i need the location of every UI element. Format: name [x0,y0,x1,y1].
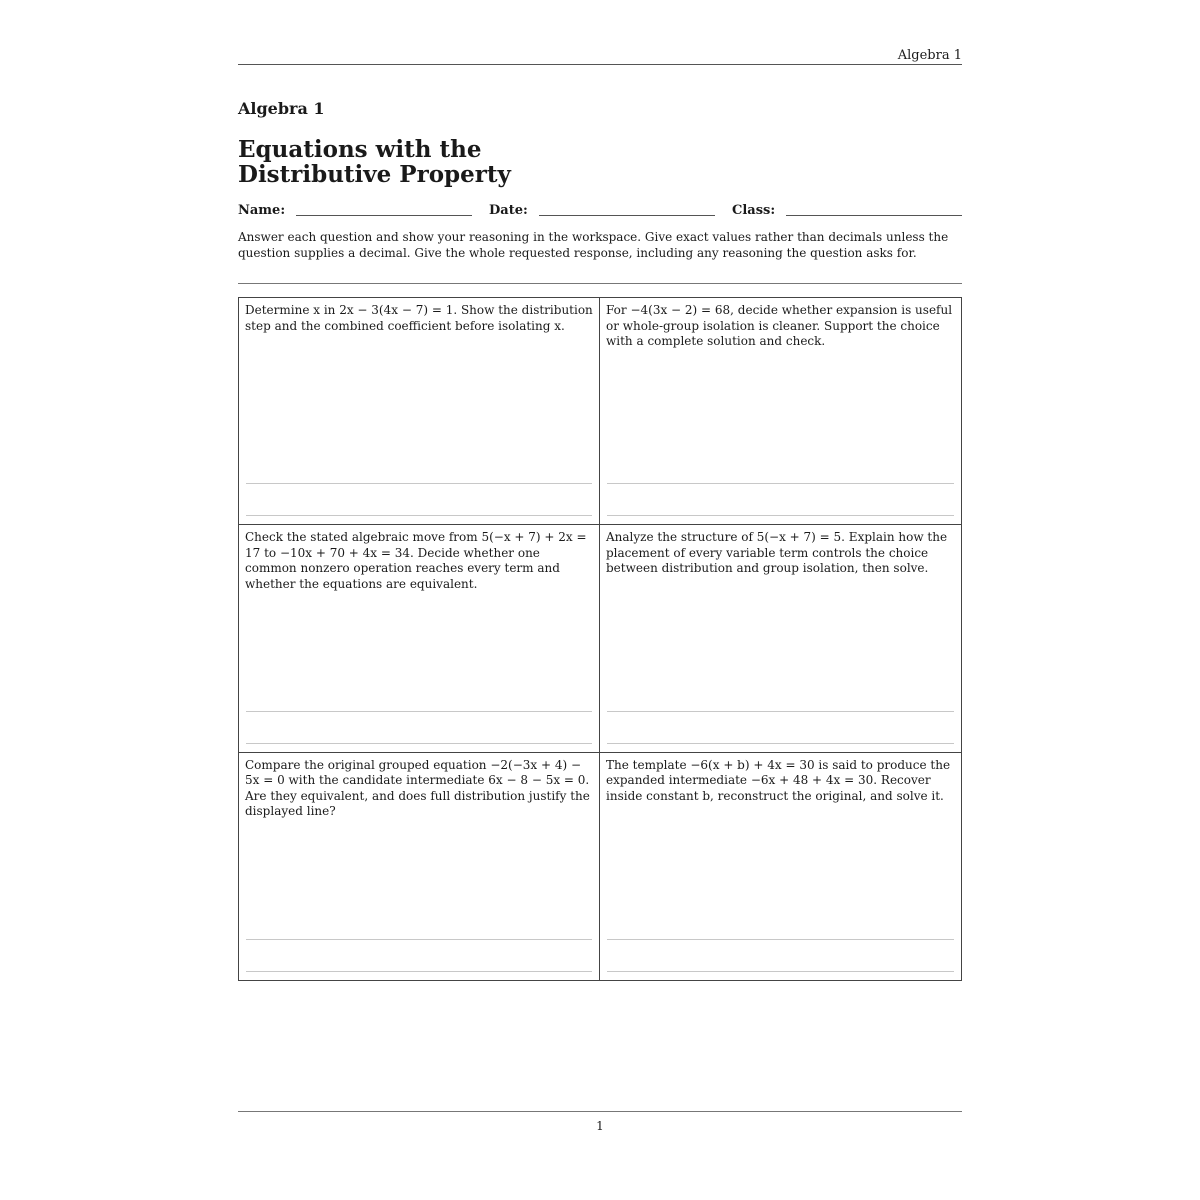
class-field[interactable] [786,215,962,216]
answer-line[interactable] [246,743,592,744]
question-cell [239,525,600,752]
answer-line[interactable] [607,483,954,484]
worksheet-title [238,137,511,187]
answer-line[interactable] [246,711,592,712]
answer-line[interactable] [607,711,954,712]
date-field[interactable] [539,215,715,216]
footer-divider [238,1111,962,1112]
class-label: Class: [732,203,776,218]
question-cell [600,525,961,752]
section-divider [238,283,962,284]
title-line-2: Distributive Property [238,161,511,188]
worksheet-page [238,0,962,1200]
question-text: Determine x in 2x − 3(4x − 7) = 1. Show the distribution step and the combined coefficient before isolating x. [245,303,593,333]
question-text: Analyze the structure of 5(−x + 7) = 5. Explain how the placement of every variable term controls the choice between distribution and group isolation, then solve. [606,530,948,576]
question-cell [600,753,961,980]
question-text: The template −6(x + b) + 4x = 30 is said to produce the expanded intermediate −6x + 48 + 4x = 30. Recover inside constant b, reconstruct the original, and solve it. [606,757,951,803]
question-grid [238,297,962,981]
title-line-1: Equations with the [238,136,482,163]
answer-line[interactable] [607,515,954,516]
running-header: Algebra 1 [897,48,962,63]
question-cell [239,298,600,525]
name-field[interactable] [296,215,472,216]
question-cell [239,753,600,980]
answer-line[interactable] [246,939,592,940]
question-cell [600,298,961,525]
page-number: 1 [596,1119,604,1133]
answer-line[interactable] [246,971,592,972]
answer-line[interactable] [246,515,592,516]
answer-line[interactable] [607,743,954,744]
course-label: Algebra 1 [238,99,325,118]
date-label: Date: [489,203,528,218]
header-divider [238,64,962,65]
question-text: Check the stated algebraic move from 5(−x + 7) + 2x = 17 to −10x + 70 + 4x = 34. Decide whether one common nonzero operation reaches every term and whether the equations are equivalent. [245,530,587,591]
question-text: Compare the original grouped equation −2(−3x + 4) − 5x = 0 with the candidate intermediate 6x − 8 − 5x = 0. Are they equivalent, and does full distribution justify the displayed line? [245,757,590,819]
student-info-fields [238,203,962,219]
instructions: Answer each question and show your reasoning in the workspace. Give exact values rather than decimals unless the question supplies a decimal. Give the whole requested response, including any reasoning the question asks for. [238,230,949,260]
question-text: For −4(3x − 2) = 68, decide whether expansion is useful or whole-group isolation is cleaner. Support the choice with a complete solution and check. [606,303,953,348]
name-label: Name: [238,203,286,218]
answer-line[interactable] [607,971,954,972]
answer-line[interactable] [246,483,592,484]
answer-line[interactable] [607,939,954,940]
